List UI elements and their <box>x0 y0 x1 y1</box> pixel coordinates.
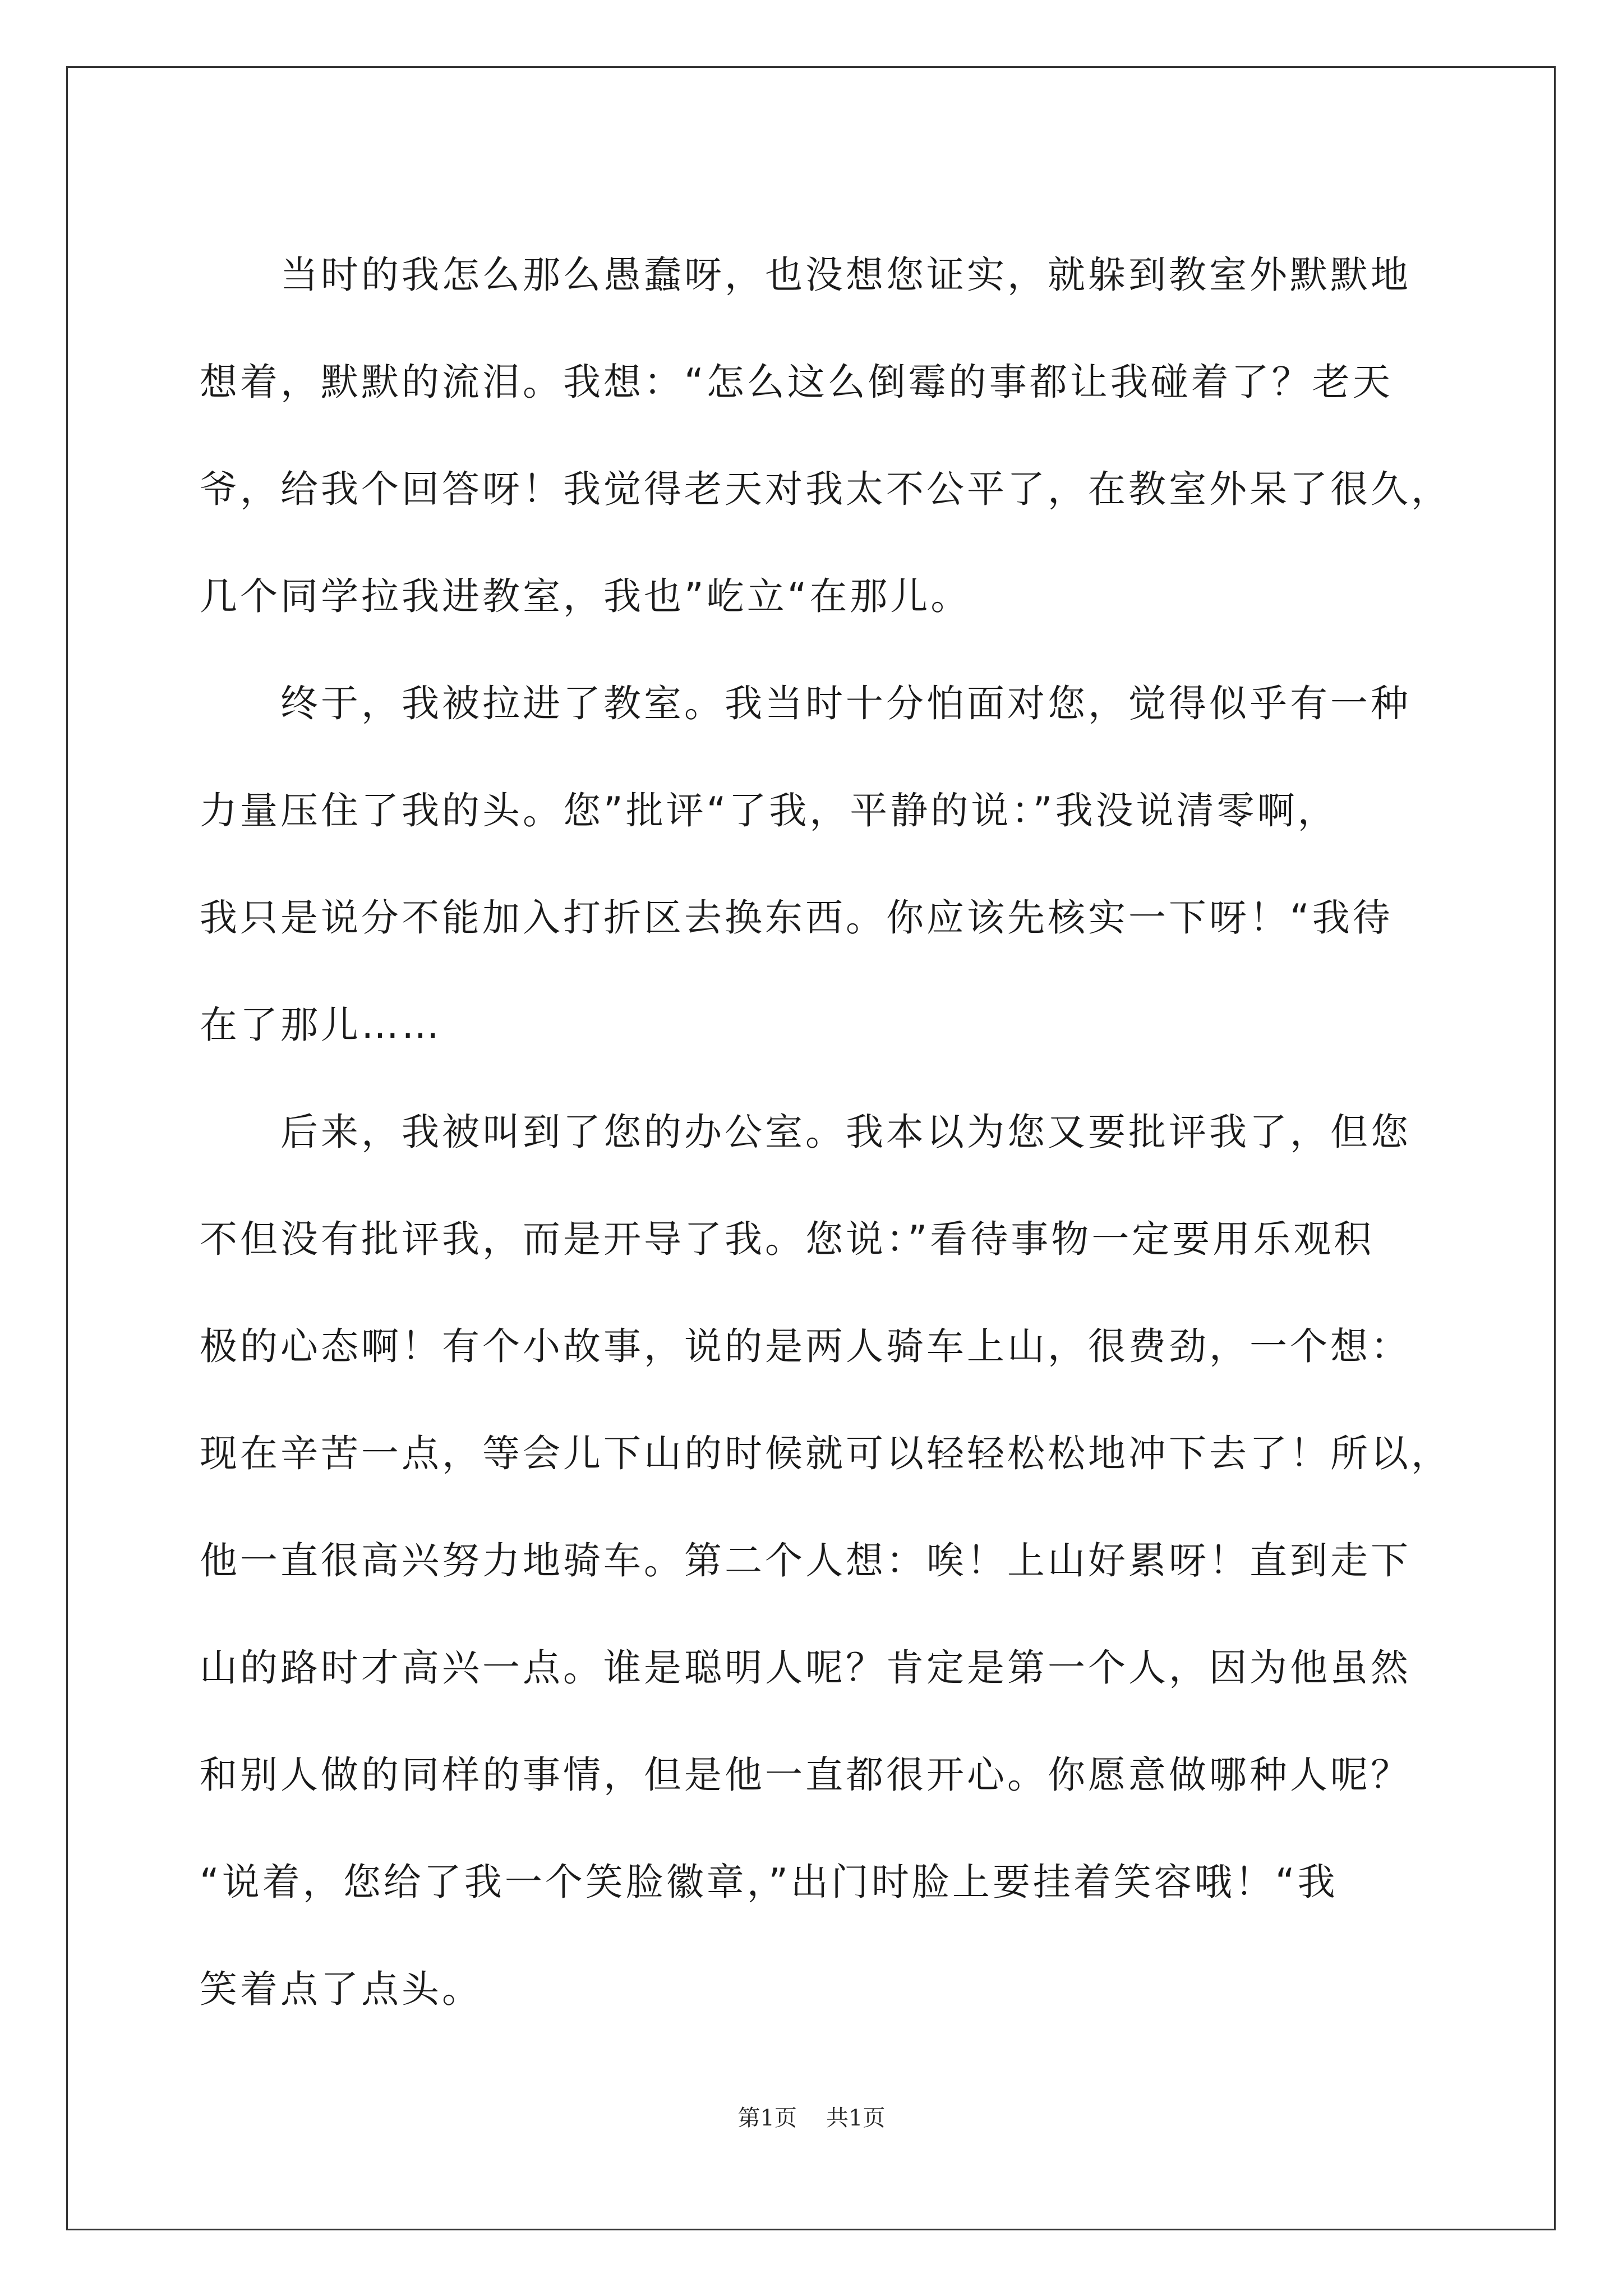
text-line: 和别人做的同样的事情，但是他一直都很开心。你愿意做哪种人呢？ <box>200 1753 1411 1797</box>
page-footer <box>0 2105 1623 2132</box>
text-line: 后来，我被叫到了您的办公室。我本以为您又要批评我了，但您 <box>200 1110 1411 1154</box>
page-total: 共1页 <box>826 2105 886 2131</box>
text-line: 笑着点了点头。 <box>200 1967 482 2011</box>
text-line: 爷，给我个回答呀！我觉得老天对我太不公平了，在教室外呆了很久， <box>200 467 1451 511</box>
text-line: “说着，您给了我一个笑脸徽章，”出门时脸上要挂着笑容哦！“我 <box>200 1860 1338 1904</box>
text-line: 不但没有批评我，而是开导了我。您说：”看待事物一定要用乐观积 <box>200 1217 1375 1261</box>
text-line: 当时的我怎么那么愚蠢呀，也没想您证实，就躲到教室外默默地 <box>200 253 1411 297</box>
text-line: 山的路时才高兴一点。谁是聪明人呢？肯定是第一个人，因为他虽然 <box>200 1646 1411 1690</box>
text-line: 极的心态啊！有个小故事，说的是两人骑车上山，很费劲，一个想： <box>200 1324 1411 1368</box>
document-body <box>200 222 1461 2043</box>
paragraph <box>200 1079 1461 2043</box>
paragraph <box>200 650 1461 1079</box>
text-line: 力量压住了我的头。您”批评“了我，平静的说：”我没说清零啊， <box>200 789 1338 832</box>
text-line: 几个同学拉我进教室，我也”屹立“在那儿。 <box>200 574 971 618</box>
page-number: 第1页 <box>737 2105 797 2131</box>
text-line: 现在辛苦一点，等会儿下山的时候就可以轻轻松松地冲下去了！所以， <box>200 1432 1451 1475</box>
text-line: 在了那儿…… <box>200 1003 442 1047</box>
text-line: 想着，默默的流泪。我想：“怎么这么倒霉的事都让我碰着了？老天 <box>200 360 1393 404</box>
text-line: 我只是说分不能加入打折区去换东西。你应该先核实一下呀！“我待 <box>200 896 1393 940</box>
text-line: 他一直很高兴努力地骑车。第二个人想：唉！上山好累呀！直到走下 <box>200 1539 1411 1582</box>
paragraph <box>200 222 1461 650</box>
text-line: 终于，我被拉进了教室。我当时十分怕面对您，觉得似乎有一种 <box>200 682 1411 725</box>
